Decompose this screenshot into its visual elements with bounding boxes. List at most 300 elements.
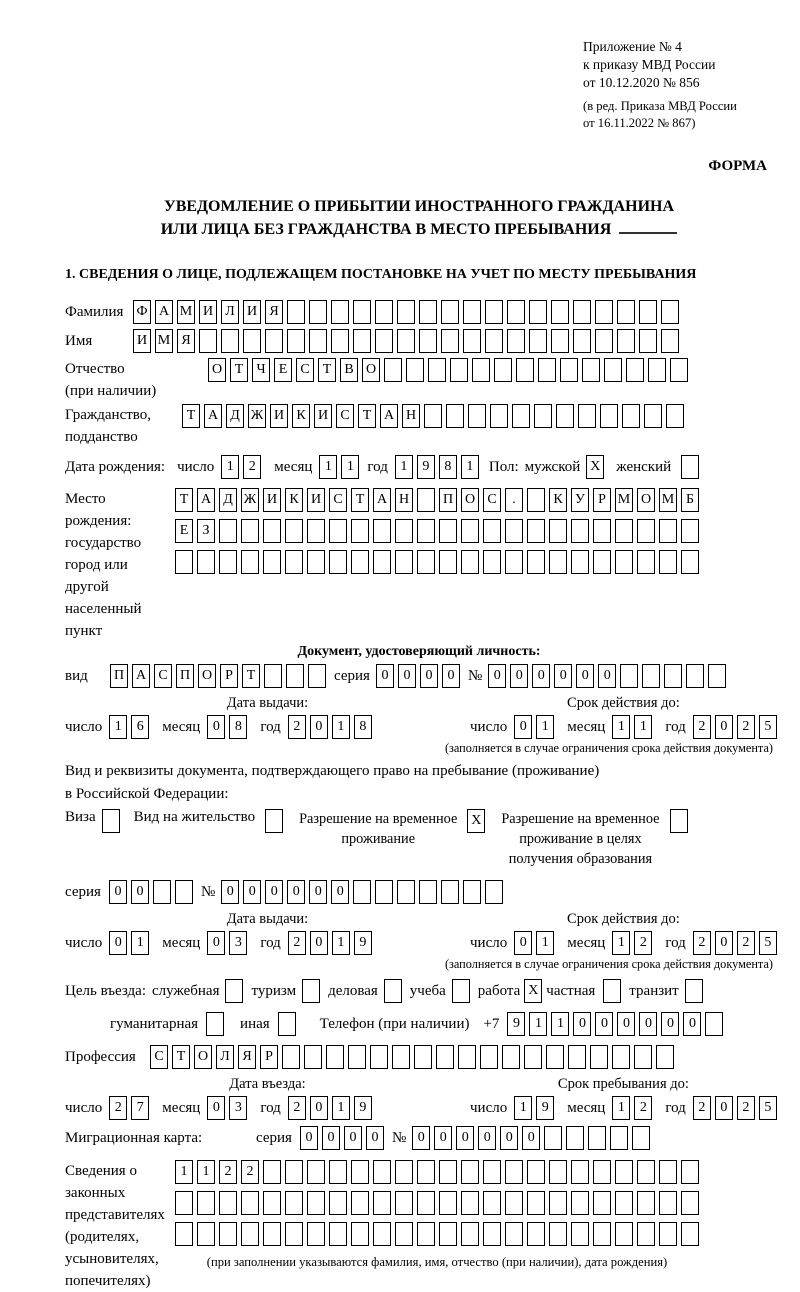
char-cell[interactable] <box>603 979 621 1003</box>
char-cell[interactable] <box>626 358 644 382</box>
char-cell[interactable]: 0 <box>683 1012 701 1036</box>
char-cell[interactable] <box>353 880 371 904</box>
char-cell[interactable] <box>307 1160 325 1184</box>
char-cell[interactable]: К <box>285 488 303 512</box>
char-cell[interactable]: 0 <box>221 880 239 904</box>
char-cell[interactable]: Р <box>260 1045 278 1069</box>
char-cell[interactable]: И <box>307 488 325 512</box>
char-cell[interactable] <box>472 358 490 382</box>
char-cell[interactable]: О <box>362 358 380 382</box>
purpose-humanitarian-checkbox[interactable] <box>206 1012 224 1036</box>
char-cell[interactable]: В <box>340 358 358 382</box>
char-cell[interactable]: 1 <box>612 1096 630 1120</box>
char-cell[interactable]: 0 <box>420 664 438 688</box>
char-cell[interactable] <box>287 300 305 324</box>
char-cell[interactable] <box>685 979 703 1003</box>
char-cell[interactable]: О <box>461 488 479 512</box>
char-cell[interactable] <box>529 329 547 353</box>
identity-expiry-month-input[interactable] <box>612 715 652 739</box>
char-cell[interactable] <box>373 1160 391 1184</box>
char-cell[interactable] <box>446 404 464 428</box>
char-cell[interactable] <box>263 1222 281 1246</box>
char-cell[interactable]: 2 <box>241 1160 259 1184</box>
char-cell[interactable] <box>661 329 679 353</box>
char-cell[interactable]: 0 <box>554 664 572 688</box>
char-cell[interactable] <box>617 329 635 353</box>
char-cell[interactable]: П <box>439 488 457 512</box>
char-cell[interactable]: 0 <box>456 1126 474 1150</box>
char-cell[interactable] <box>549 1160 567 1184</box>
char-cell[interactable]: 1 <box>341 455 359 479</box>
char-cell[interactable]: 2 <box>693 931 711 955</box>
identity-doc-kind-input[interactable] <box>110 664 326 688</box>
char-cell[interactable]: 1 <box>197 1160 215 1184</box>
char-cell[interactable] <box>265 329 283 353</box>
char-cell[interactable] <box>441 300 459 324</box>
visa-checkbox[interactable] <box>102 809 120 833</box>
char-cell[interactable] <box>351 1160 369 1184</box>
identity-doc-number-input[interactable] <box>488 664 726 688</box>
char-cell[interactable]: 1 <box>536 715 554 739</box>
char-cell[interactable] <box>560 358 578 382</box>
char-cell[interactable] <box>549 519 567 543</box>
char-cell[interactable]: 0 <box>331 880 349 904</box>
char-cell[interactable] <box>670 358 688 382</box>
char-cell[interactable] <box>417 1160 435 1184</box>
char-cell[interactable] <box>329 550 347 574</box>
char-cell[interactable] <box>439 1160 457 1184</box>
char-cell[interactable] <box>285 519 303 543</box>
char-cell[interactable] <box>452 979 470 1003</box>
char-cell[interactable]: 2 <box>288 715 306 739</box>
char-cell[interactable]: 0 <box>442 664 460 688</box>
char-cell[interactable] <box>538 358 556 382</box>
char-cell[interactable]: 9 <box>354 931 372 955</box>
char-cell[interactable]: 2 <box>219 1160 237 1184</box>
char-cell[interactable] <box>331 300 349 324</box>
char-cell[interactable]: Я <box>238 1045 256 1069</box>
char-cell[interactable] <box>659 1160 677 1184</box>
char-cell[interactable] <box>527 1160 545 1184</box>
char-cell[interactable]: 0 <box>715 931 733 955</box>
char-cell[interactable] <box>546 1045 564 1069</box>
char-cell[interactable] <box>264 664 282 688</box>
char-cell[interactable] <box>549 1222 567 1246</box>
char-cell[interactable] <box>263 1160 281 1184</box>
char-cell[interactable] <box>309 329 327 353</box>
char-cell[interactable] <box>632 1126 650 1150</box>
temp-residence-checkbox[interactable] <box>467 809 485 833</box>
char-cell[interactable]: 0 <box>398 664 416 688</box>
char-cell[interactable] <box>604 358 622 382</box>
char-cell[interactable] <box>439 1191 457 1215</box>
char-cell[interactable] <box>373 519 391 543</box>
char-cell[interactable] <box>485 880 503 904</box>
char-cell[interactable]: Ч <box>252 358 270 382</box>
char-cell[interactable]: А <box>155 300 173 324</box>
char-cell[interactable] <box>617 300 635 324</box>
char-cell[interactable]: 0 <box>661 1012 679 1036</box>
char-cell[interactable]: С <box>150 1045 168 1069</box>
char-cell[interactable] <box>302 979 320 1003</box>
char-cell[interactable] <box>573 300 591 324</box>
char-cell[interactable] <box>329 1160 347 1184</box>
char-cell[interactable] <box>384 358 402 382</box>
char-cell[interactable]: 0 <box>598 664 616 688</box>
char-cell[interactable] <box>375 880 393 904</box>
char-cell[interactable] <box>639 329 657 353</box>
char-cell[interactable] <box>505 519 523 543</box>
char-cell[interactable] <box>681 455 699 479</box>
birth-day-input[interactable] <box>221 455 261 479</box>
char-cell[interactable] <box>708 664 726 688</box>
char-cell[interactable] <box>395 550 413 574</box>
char-cell[interactable]: 0 <box>310 715 328 739</box>
char-cell[interactable] <box>480 1045 498 1069</box>
char-cell[interactable] <box>566 1126 584 1150</box>
char-cell[interactable]: X <box>524 979 542 1003</box>
char-cell[interactable] <box>483 519 501 543</box>
char-cell[interactable] <box>419 300 437 324</box>
char-cell[interactable] <box>375 300 393 324</box>
char-cell[interactable] <box>637 519 655 543</box>
char-cell[interactable] <box>206 1012 224 1036</box>
char-cell[interactable] <box>681 1222 699 1246</box>
char-cell[interactable] <box>439 1222 457 1246</box>
char-cell[interactable] <box>505 1191 523 1215</box>
char-cell[interactable] <box>661 300 679 324</box>
char-cell[interactable] <box>395 519 413 543</box>
char-cell[interactable] <box>681 1160 699 1184</box>
birth-place-line2-input[interactable] <box>175 519 699 543</box>
char-cell[interactable] <box>637 1160 655 1184</box>
char-cell[interactable]: 2 <box>634 1096 652 1120</box>
char-cell[interactable] <box>348 1045 366 1069</box>
identity-expiry-day-input[interactable] <box>514 715 554 739</box>
char-cell[interactable] <box>705 1012 723 1036</box>
char-cell[interactable] <box>436 1045 454 1069</box>
char-cell[interactable] <box>373 1222 391 1246</box>
char-cell[interactable] <box>351 1191 369 1215</box>
char-cell[interactable] <box>199 329 217 353</box>
char-cell[interactable] <box>197 550 215 574</box>
char-cell[interactable]: Т <box>230 358 248 382</box>
char-cell[interactable] <box>549 1191 567 1215</box>
char-cell[interactable]: 1 <box>221 455 239 479</box>
char-cell[interactable]: 0 <box>322 1126 340 1150</box>
char-cell[interactable]: 0 <box>131 880 149 904</box>
char-cell[interactable] <box>644 404 662 428</box>
char-cell[interactable]: 0 <box>109 880 127 904</box>
char-cell[interactable] <box>582 358 600 382</box>
char-cell[interactable] <box>263 550 281 574</box>
char-cell[interactable] <box>571 550 589 574</box>
char-cell[interactable] <box>417 488 435 512</box>
char-cell[interactable] <box>351 519 369 543</box>
char-cell[interactable] <box>483 1222 501 1246</box>
char-cell[interactable] <box>397 329 415 353</box>
char-cell[interactable]: 0 <box>265 880 283 904</box>
char-cell[interactable]: 2 <box>109 1096 127 1120</box>
char-cell[interactable]: 0 <box>207 1096 225 1120</box>
char-cell[interactable]: 0 <box>514 931 532 955</box>
char-cell[interactable] <box>351 550 369 574</box>
char-cell[interactable] <box>225 979 243 1003</box>
char-cell[interactable]: 1 <box>332 715 350 739</box>
char-cell[interactable]: 1 <box>612 931 630 955</box>
char-cell[interactable] <box>219 550 237 574</box>
char-cell[interactable] <box>439 519 457 543</box>
char-cell[interactable]: М <box>155 329 173 353</box>
identity-issue-year-input[interactable] <box>288 715 372 739</box>
char-cell[interactable]: . <box>505 488 523 512</box>
char-cell[interactable] <box>588 1126 606 1150</box>
char-cell[interactable] <box>414 1045 432 1069</box>
char-cell[interactable]: 0 <box>478 1126 496 1150</box>
char-cell[interactable] <box>241 519 259 543</box>
stay-month-input[interactable] <box>612 1096 652 1120</box>
char-cell[interactable] <box>307 1191 325 1215</box>
given-name-input[interactable] <box>133 329 679 353</box>
char-cell[interactable] <box>329 1191 347 1215</box>
char-cell[interactable]: 0 <box>309 880 327 904</box>
char-cell[interactable]: 0 <box>595 1012 613 1036</box>
char-cell[interactable] <box>441 329 459 353</box>
purpose-study-checkbox[interactable] <box>452 979 470 1003</box>
char-cell[interactable]: А <box>197 488 215 512</box>
char-cell[interactable]: 0 <box>109 931 127 955</box>
char-cell[interactable] <box>505 550 523 574</box>
char-cell[interactable]: 0 <box>344 1126 362 1150</box>
char-cell[interactable]: 1 <box>634 715 652 739</box>
char-cell[interactable] <box>600 404 618 428</box>
char-cell[interactable] <box>243 329 261 353</box>
char-cell[interactable]: Т <box>172 1045 190 1069</box>
identity-expiry-year-input[interactable] <box>693 715 777 739</box>
char-cell[interactable]: 0 <box>573 1012 591 1036</box>
char-cell[interactable] <box>285 1160 303 1184</box>
representatives-line1-input[interactable] <box>175 1160 699 1184</box>
char-cell[interactable] <box>666 404 684 428</box>
char-cell[interactable] <box>197 1191 215 1215</box>
char-cell[interactable] <box>326 1045 344 1069</box>
char-cell[interactable]: К <box>549 488 567 512</box>
char-cell[interactable] <box>664 664 682 688</box>
char-cell[interactable]: 1 <box>529 1012 547 1036</box>
char-cell[interactable] <box>353 300 371 324</box>
char-cell[interactable]: П <box>176 664 194 688</box>
char-cell[interactable] <box>304 1045 322 1069</box>
char-cell[interactable] <box>659 550 677 574</box>
char-cell[interactable] <box>468 404 486 428</box>
char-cell[interactable] <box>659 1191 677 1215</box>
char-cell[interactable]: X <box>467 809 485 833</box>
char-cell[interactable]: 1 <box>332 1096 350 1120</box>
char-cell[interactable]: 2 <box>288 931 306 955</box>
char-cell[interactable] <box>417 550 435 574</box>
char-cell[interactable] <box>102 809 120 833</box>
char-cell[interactable] <box>568 1045 586 1069</box>
char-cell[interactable] <box>395 1160 413 1184</box>
char-cell[interactable] <box>175 550 193 574</box>
char-cell[interactable] <box>615 519 633 543</box>
char-cell[interactable]: 3 <box>229 1096 247 1120</box>
char-cell[interactable] <box>463 329 481 353</box>
char-cell[interactable] <box>458 1045 476 1069</box>
char-cell[interactable]: 0 <box>715 715 733 739</box>
birth-place-line3-input[interactable] <box>175 550 699 574</box>
char-cell[interactable] <box>428 358 446 382</box>
char-cell[interactable] <box>615 1191 633 1215</box>
residence-issue-month-input[interactable] <box>207 931 247 955</box>
char-cell[interactable] <box>353 329 371 353</box>
char-cell[interactable]: А <box>373 488 391 512</box>
char-cell[interactable]: С <box>154 664 172 688</box>
char-cell[interactable] <box>461 1222 479 1246</box>
char-cell[interactable] <box>681 519 699 543</box>
char-cell[interactable] <box>384 979 402 1003</box>
char-cell[interactable] <box>395 1222 413 1246</box>
char-cell[interactable]: 0 <box>715 1096 733 1120</box>
char-cell[interactable] <box>590 1045 608 1069</box>
char-cell[interactable] <box>219 519 237 543</box>
char-cell[interactable] <box>175 1191 193 1215</box>
char-cell[interactable]: 5 <box>759 715 777 739</box>
char-cell[interactable] <box>524 1045 542 1069</box>
char-cell[interactable] <box>278 1012 296 1036</box>
char-cell[interactable]: А <box>204 404 222 428</box>
char-cell[interactable] <box>441 880 459 904</box>
char-cell[interactable] <box>282 1045 300 1069</box>
char-cell[interactable]: Л <box>221 300 239 324</box>
char-cell[interactable]: Т <box>318 358 336 382</box>
char-cell[interactable]: Е <box>274 358 292 382</box>
char-cell[interactable] <box>439 550 457 574</box>
char-cell[interactable]: Д <box>219 488 237 512</box>
char-cell[interactable] <box>463 300 481 324</box>
char-cell[interactable] <box>544 1126 562 1150</box>
char-cell[interactable]: 0 <box>522 1126 540 1150</box>
residence-number-input[interactable] <box>221 880 503 904</box>
char-cell[interactable]: 0 <box>514 715 532 739</box>
char-cell[interactable] <box>642 664 660 688</box>
char-cell[interactable]: 2 <box>737 1096 755 1120</box>
char-cell[interactable] <box>610 1126 628 1150</box>
char-cell[interactable]: 0 <box>617 1012 635 1036</box>
representatives-line3-input[interactable] <box>175 1222 699 1246</box>
char-cell[interactable]: Б <box>681 488 699 512</box>
sex-male-checkbox[interactable] <box>586 455 604 479</box>
char-cell[interactable]: О <box>637 488 655 512</box>
char-cell[interactable] <box>397 880 415 904</box>
char-cell[interactable] <box>153 880 171 904</box>
purpose-other-checkbox[interactable] <box>278 1012 296 1036</box>
char-cell[interactable] <box>286 664 304 688</box>
char-cell[interactable]: И <box>199 300 217 324</box>
char-cell[interactable]: 0 <box>576 664 594 688</box>
char-cell[interactable]: 2 <box>693 1096 711 1120</box>
char-cell[interactable] <box>593 519 611 543</box>
char-cell[interactable]: Н <box>395 488 413 512</box>
char-cell[interactable] <box>656 1045 674 1069</box>
char-cell[interactable]: Т <box>242 664 260 688</box>
char-cell[interactable] <box>461 1160 479 1184</box>
char-cell[interactable] <box>527 550 545 574</box>
char-cell[interactable]: 0 <box>366 1126 384 1150</box>
char-cell[interactable] <box>615 1160 633 1184</box>
char-cell[interactable] <box>175 880 193 904</box>
char-cell[interactable]: 0 <box>500 1126 518 1150</box>
char-cell[interactable] <box>634 1045 652 1069</box>
char-cell[interactable]: 2 <box>737 715 755 739</box>
char-cell[interactable] <box>309 300 327 324</box>
char-cell[interactable]: 2 <box>288 1096 306 1120</box>
char-cell[interactable]: Ж <box>248 404 266 428</box>
char-cell[interactable] <box>686 664 704 688</box>
residence-issue-year-input[interactable] <box>288 931 372 955</box>
char-cell[interactable]: 1 <box>551 1012 569 1036</box>
char-cell[interactable]: 1 <box>332 931 350 955</box>
char-cell[interactable] <box>571 1222 589 1246</box>
char-cell[interactable] <box>463 880 481 904</box>
purpose-private-checkbox[interactable] <box>603 979 621 1003</box>
char-cell[interactable] <box>373 1191 391 1215</box>
char-cell[interactable] <box>287 329 305 353</box>
char-cell[interactable]: Л <box>216 1045 234 1069</box>
char-cell[interactable] <box>483 1160 501 1184</box>
char-cell[interactable] <box>375 329 393 353</box>
char-cell[interactable] <box>615 1222 633 1246</box>
temp-residence-edu-checkbox[interactable] <box>670 809 688 833</box>
char-cell[interactable]: 0 <box>376 664 394 688</box>
char-cell[interactable]: О <box>208 358 226 382</box>
char-cell[interactable]: 2 <box>243 455 261 479</box>
char-cell[interactable]: С <box>336 404 354 428</box>
char-cell[interactable] <box>331 329 349 353</box>
char-cell[interactable]: П <box>110 664 128 688</box>
char-cell[interactable]: 0 <box>207 931 225 955</box>
residence-expiry-month-input[interactable] <box>612 931 652 955</box>
char-cell[interactable]: А <box>132 664 150 688</box>
char-cell[interactable] <box>406 358 424 382</box>
entry-month-input[interactable] <box>207 1096 247 1120</box>
char-cell[interactable]: 0 <box>434 1126 452 1150</box>
char-cell[interactable] <box>670 809 688 833</box>
char-cell[interactable]: 2 <box>737 931 755 955</box>
residence-permit-checkbox[interactable] <box>265 809 283 833</box>
char-cell[interactable]: 1 <box>514 1096 532 1120</box>
char-cell[interactable] <box>595 329 613 353</box>
surname-input[interactable] <box>133 300 679 324</box>
char-cell[interactable] <box>285 1222 303 1246</box>
char-cell[interactable] <box>573 329 591 353</box>
char-cell[interactable] <box>507 300 525 324</box>
birth-year-input[interactable] <box>395 455 479 479</box>
char-cell[interactable]: Ж <box>241 488 259 512</box>
char-cell[interactable] <box>502 1045 520 1069</box>
char-cell[interactable] <box>263 1191 281 1215</box>
char-cell[interactable] <box>593 1222 611 1246</box>
char-cell[interactable] <box>285 1191 303 1215</box>
char-cell[interactable] <box>417 1222 435 1246</box>
char-cell[interactable]: Я <box>177 329 195 353</box>
char-cell[interactable] <box>659 1222 677 1246</box>
char-cell[interactable]: 9 <box>417 455 435 479</box>
char-cell[interactable]: 5 <box>759 931 777 955</box>
char-cell[interactable]: Р <box>593 488 611 512</box>
residence-series-input[interactable] <box>109 880 193 904</box>
char-cell[interactable]: Д <box>226 404 244 428</box>
